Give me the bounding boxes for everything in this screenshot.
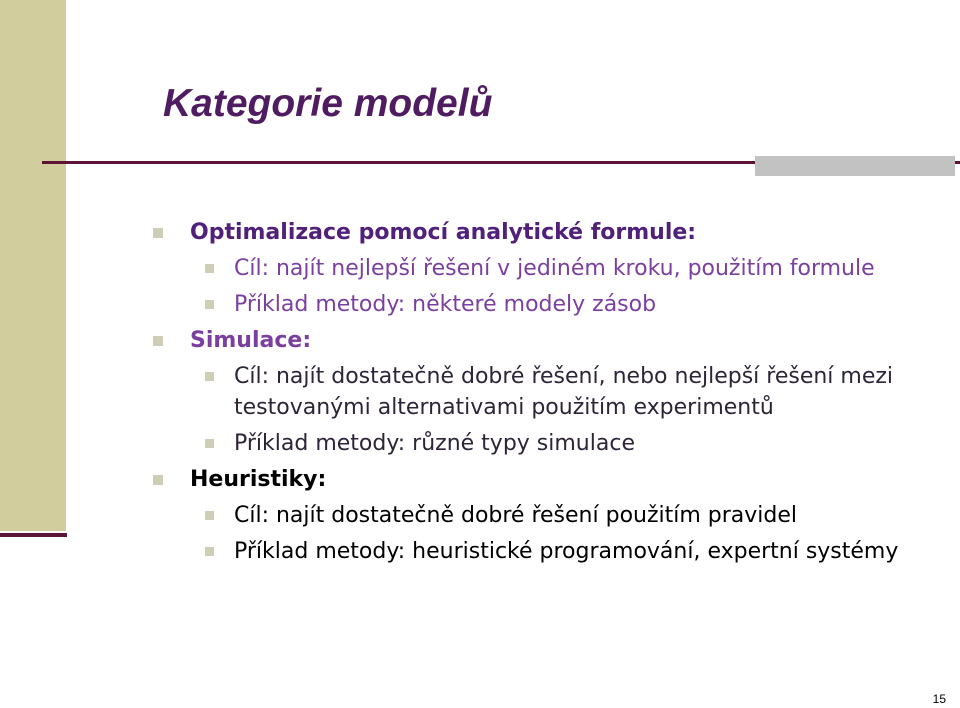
title-accent-bar [755,156,955,176]
bullet-item [234,253,954,284]
bullet-item [234,289,954,320]
square-bullet-icon [205,300,214,309]
bullet-item [234,536,954,567]
bullet-item [234,428,954,459]
bullet-heading-optimalizace [190,217,910,248]
square-bullet-icon [205,439,214,448]
bullet-item [234,361,954,423]
bullet-heading-text: Heuristiky: [190,467,327,492]
bullet-heading-heuristiky [190,464,910,495]
square-bullet-icon [205,264,214,273]
bullet-list [0,217,960,567]
bullet-item-text: Cíl: najít nejlepší řešení v jediném kroku, použitím formule [234,256,875,281]
bullet-item-text: Příklad metody: různé typy simulace [234,431,635,456]
bullet-item-text: Příklad metody: heuristické programování, expertní systémy [234,539,899,564]
square-bullet-icon [153,336,163,346]
square-bullet-icon [153,228,163,238]
bullet-item-text: Cíl: najít dostatečně dobré řešení, nebo nejlepší řešení mezi testovanými alternativami použitím experimentů [234,364,894,420]
square-bullet-icon [205,547,214,556]
bullet-heading-simulace [190,325,910,356]
square-bullet-icon [153,475,163,485]
bullet-item-text: Příklad metody: některé modely zásob [234,292,657,317]
bullet-item [234,500,954,531]
bullet-heading-text: Simulace: [190,328,312,353]
bullet-heading-text: Optimalizace pomocí analytické formule: [190,220,697,245]
square-bullet-icon [205,372,214,381]
page-number: 15 [932,692,946,706]
square-bullet-icon [205,511,214,520]
bullet-item-text: Cíl: najít dostatečně dobré řešení použitím pravidel [234,503,798,528]
slide-title: Kategorie modelů [163,82,493,125]
